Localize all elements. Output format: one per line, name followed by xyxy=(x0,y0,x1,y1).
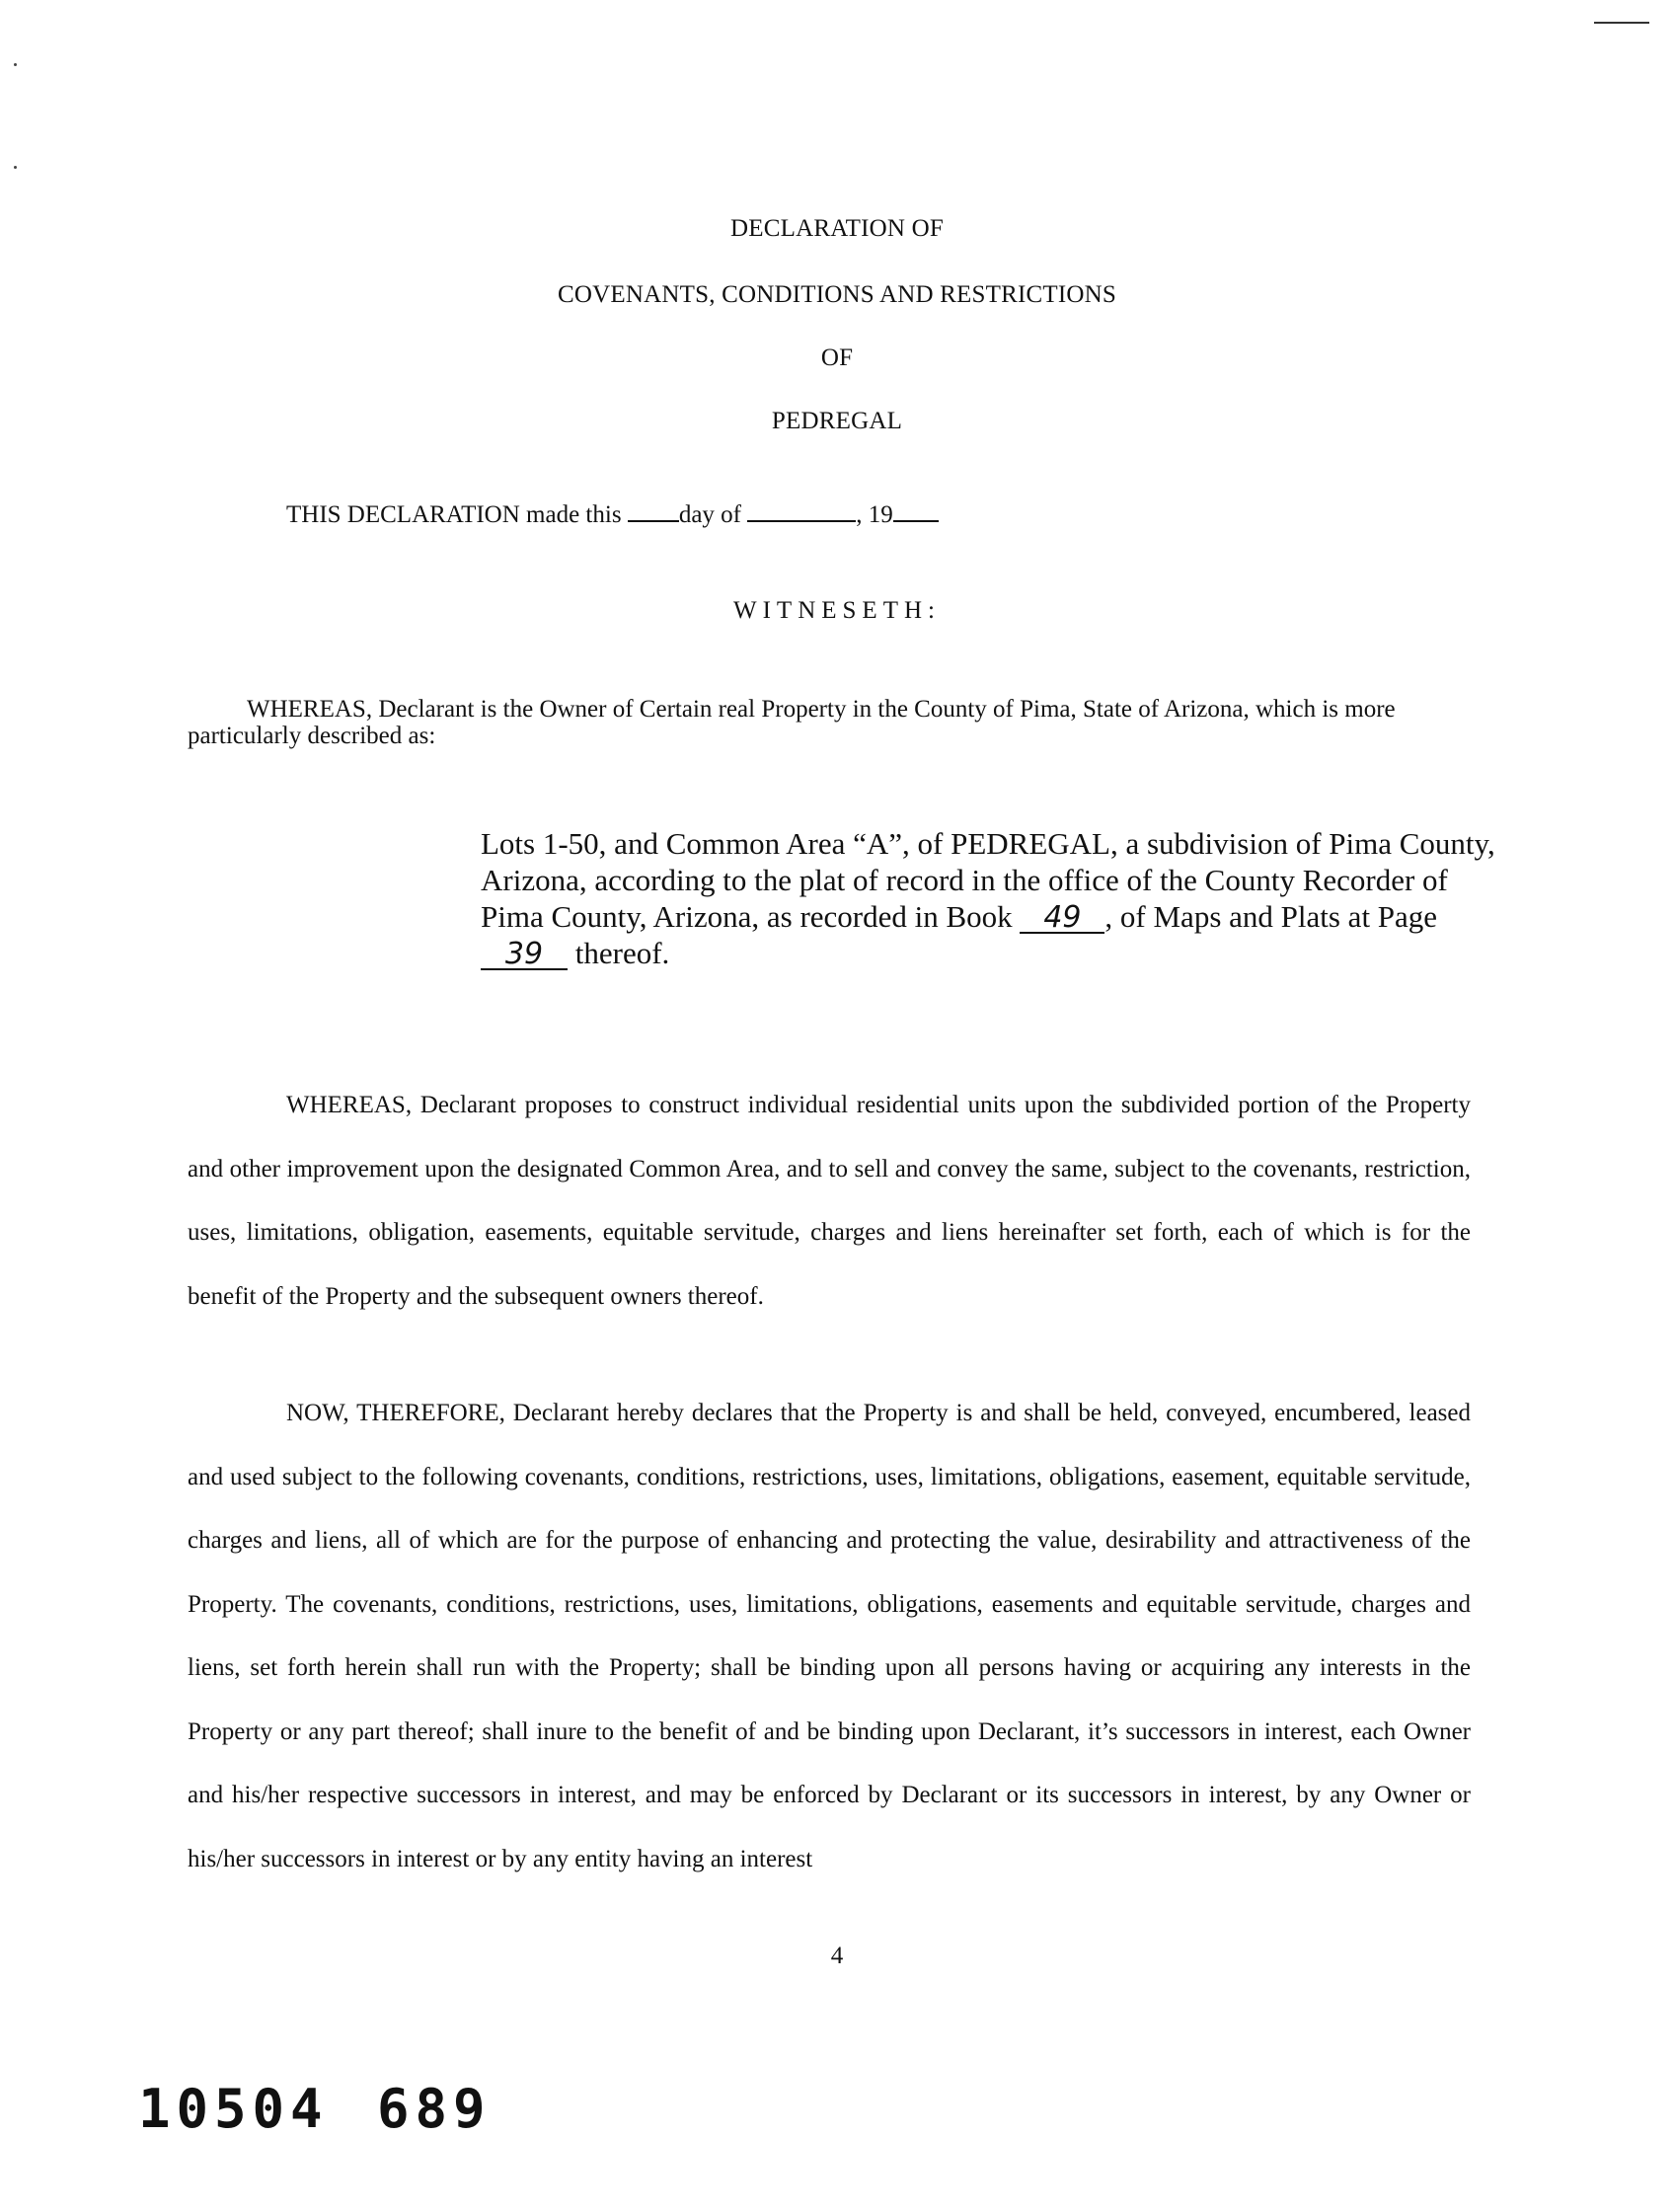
legal-text-before-book: Lots 1-50, and Common Area “A”, of PEDREGAL, a subdivision of Pima County, Arizona, according to the plat of record in the office of the County Recorder of Pima County, Arizona, as recorded in Book xyxy=(481,826,1495,934)
day-label: day of xyxy=(678,501,741,528)
year-blank xyxy=(893,498,939,522)
legal-text-after-book: , of Maps and Plats at Page xyxy=(1104,899,1438,934)
now-therefore-paragraph: NOW, THEREFORE, Declarant hereby declares that the Property is and shall be held, conveyed, encumbered, leased and used subject to the following covenants, conditions, restrictions, uses, limitations, obligations, easement, equitable servitude, charges and liens, all of which are for the purpose of enhancing and protecting the value, desirability and attractiveness of the Property. The covenants, conditions, restrictions, uses, limitations, obligations, easements and equitable servitude, charges and liens, set forth herein shall run with the Property; shall be binding upon all persons having or acquiring any interests in the Property or any part thereof; shall inure to the benefit of and be binding upon Declarant, it’s successors in interest, each Owner and his/her respective successors in interest, and may be enforced by Declarant or its successors in interest, by any Owner or his/her successors in interest or by any entity having an interest xyxy=(188,1400,1471,1872)
witnesseth-heading: WITNESETH: xyxy=(733,597,941,624)
year-label: , 19 xyxy=(856,501,893,528)
scan-speck xyxy=(14,63,17,66)
recording-page-number: 689 xyxy=(377,2078,492,2140)
legal-text-end: thereof. xyxy=(574,936,670,970)
book-number-handwritten: 49 xyxy=(1020,904,1104,934)
scan-speck xyxy=(14,166,17,169)
page-number-handwritten: 39 xyxy=(481,941,568,970)
day-blank xyxy=(628,498,679,522)
declaration-date-line xyxy=(286,498,939,529)
title-line-1: DECLARATION OF xyxy=(730,215,944,242)
recording-docket-number: 10504 xyxy=(138,2078,329,2140)
title-line-4: PEDREGAL xyxy=(771,408,903,434)
scan-mark xyxy=(1594,22,1649,24)
page-number: 4 xyxy=(830,1943,844,1969)
title-line-2: COVENANTS, CONDITIONS AND RESTRICTIONS xyxy=(558,281,1116,308)
whereas-paragraph-1: WHEREAS, Declarant is the Owner of Certain real Property in the County of Pima, State of Arizona, which is more particularly described as: xyxy=(188,696,1396,749)
whereas-paragraph-2: WHEREAS, Declarant proposes to construct individual residential units upon the subdivided portion of the Property and other improvement upon the designated Common Area, and to sell and convey the same, subject to the covenants, restriction, uses, limitations, obligation, easements, equitable servitude, charges and liens hereinafter set forth, each of which is for the benefit of the Property and the subsequent owners thereof. xyxy=(188,1092,1471,1310)
declaration-prefix: THIS DECLARATION made this xyxy=(286,501,622,528)
month-blank xyxy=(747,498,856,522)
legal-description xyxy=(481,825,1507,971)
title-line-3: OF xyxy=(820,344,854,371)
